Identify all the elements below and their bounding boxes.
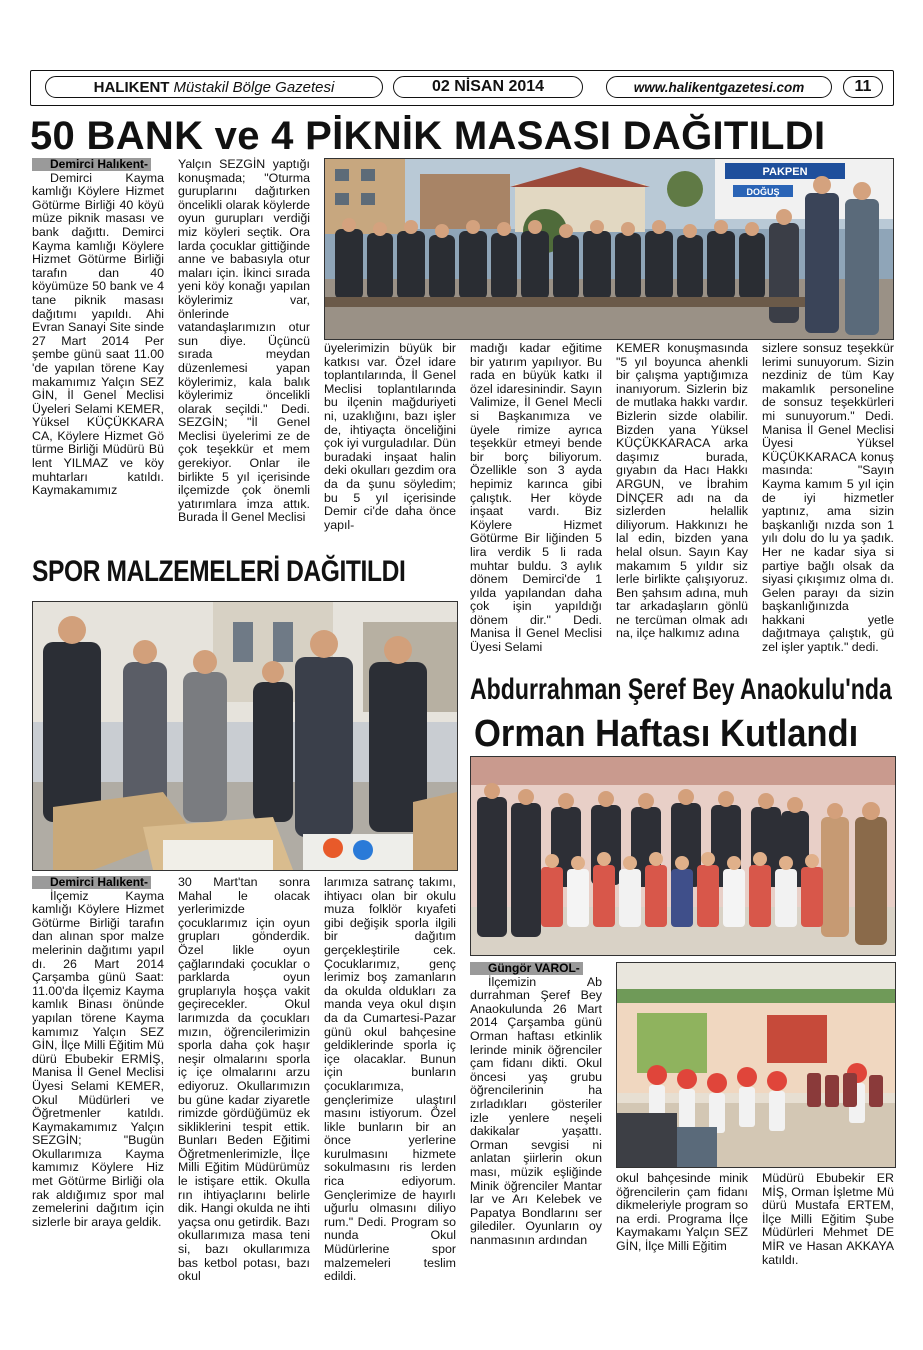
photo-sign-pakpen: PAKPEN [762,166,808,178]
article1-column-2 [178,158,310,525]
article2-column-3 [324,876,456,1284]
brand-tagline: Müstakil Bölge Gazetesi [173,78,335,96]
article1-headline: 50 BANK ve 4 PİKNİK MASASI DAĞITILDI [30,114,826,158]
article2-col2-text: 30 Mart'tan sonra Mahal le olacak yerlerimizde çocuklarımız için oyun grupları gönderdik. Özel likle oyun çağlarındaki çocuklar o parklarda oyun gruplarıyla hoşça vakit geçirecekler. Okul larımızda da çocukları mızın, öğrencilerimizin sporla daha çok haşır neşir olmalarını sporla iç içe olmalarını arzu ediyoruz. Okullarımızın bu güne kadar ziyaretle rimizde gördüğümüz ek sikliklerini tespit ettik. Bunları Beden Eğitimi Öğretmenlerimizle, İlçe Milli Eğitim Müdürümüz le istişare ettik. Okulla rın ihtiyaçlarını belirle dik. Hangi okulda ne ihti yaçsa onu getirdik. Bazı okullarımıza masa teni si, bazı okullarımıza bas ketbol potası, bazı okul [178,875,310,1284]
article1-column-6 [762,342,894,655]
article1-col5-text: KEMER konuşmasında "5 yıl boyunca ahenkli bir çalışma yaptığımıza inanıyorum. Sizlerin biz de mutlaka hakkı vardır. Bizlerin sizde olabilir. Bizden yana Yüksel KÜÇÜKKARACA arka daşımız burada, gıyabın da Hacı Hakkı ARGUN, ve İbrahim DİNÇER adı na da sizlerden helallik diliyorum. Hakkınızı he lal edin, bizden yana helal olsun. Sayın Kay makamım 5 yıldır siz lerle birlikte çalışıyoruz. Ben şahsım adına, muh tar arkadaşların gönlü ne tercüman olmak adı na, ilçe halkımız adına [616,341,748,641]
article3-column-3 [762,1172,894,1267]
masthead-brand [45,76,383,98]
article2-col1-text: İlçemiz Kayma kamlığı Köylere Hizmet Götürme Birliği tarafın dan alınan spor malze melerinin dağıtımı yapıl dı. 26 Mart 2014 Çarşamba günü Saat: 11.00'da İlçemiz Kayma kamlık Binası önünde yapılan törene Kayma kamımız Yalçın SEZ GİN, İlçe Milli Eğitim Mü dürü Ebubekir ERMİŞ, Manisa İl Genel Meclisi Üyesi Selami KEMER, Okul Müdürleri ve Öğretmenler katıldı. Kaymakamımız Yalçın SEZGİN; "Bugün Okullarımıza Kayma kamımız Köylere Hiz met Götürme Birliği ola rak aldığımız spor mal zemelerini dağıtım için sizlerle bir araya geldik. [32,888,164,1229]
article3-photo-classroom [616,962,896,1168]
article3-col3-text: Müdürü Ebubekir ER MİŞ, Orman İşletme Mü dürü Mustafa ERTEM, İlçe Milli Eğitim Şube Müdürleri Mehmet DE MİR ve Hasan AKKAYA katıldı. [762,1171,894,1267]
website-link[interactable]: www.halikentgazetesi.com [606,76,832,98]
article1-byline: Demirci Halıkent- [32,158,151,171]
article2-photo [32,601,458,871]
article2-byline: Demirci Halıkent- [32,876,151,889]
article3-column-2 [616,1172,748,1254]
article3-col1-text: İlçemizin Ab durrahman Şeref Bey Anaokulunda 26 Mart 2014 Çarşamba günü Orman haftası etkinlik lerinde minik öğrenciler çam fidanı dikti. Okul öncesi yaş grubu öğrencilerinin ha zırladıkları gösteriler izle yenlere neşeli dakikalar yaşattı. Orman sevgisi ni anlatan şiirlerin okun ması, müzik eşliğinde Minik öğrenciler Mantar lar ve Arı Kelebek ve Papatya Bondlarını ser gilediler. Oyunların oy nanmasının ardından [470,974,602,1247]
article1-col2-text: Yalçın SEZGİN yaptığı konuşmada; "Oturma guruplarını dağıtırken öncelikli olarak köylerde oyun gurupları verdiği miz köyleri seçtik. Ora larda çocuklar gittiğinde anne ve babasıyla otur maları için. İkinci sırada yeni köy konağı yapılan köylerimiz var, önlerinde vatandaşlarımızın otur sun diye. Üçüncü sırada meydan düzenlemesi yapan köylerimiz, kala balık köylerimiz öncelikli olarak seçildi." Dedi. SEZGİN; "İl Genel Meclisi üyelerimi ze de çok teşekkür et mem gerekiyor. Onlar ile birlikte 5 yıl içerisinde ilçemizde çok önemli yatırımlara imza attık. Burada İl Genel Meclisi [178,157,310,525]
article3-headline-line1: Abdurrahman Şeref Bey Anaokulu'nda [470,673,892,706]
brand-name: HALIKENT [93,78,170,96]
article2-column-2 [178,876,310,1284]
issue-date: 02 NİSAN 2014 [393,76,583,98]
article1-column-1 [32,158,164,498]
article1-col1-text: Demirci Kayma kamlığı Köylere Hizmet Götürme Birliği 40 köyü müze piknik masası ve bank dağıttı. Demirci Kayma kamlığı Köylere Hizmet Götürme Birliği tarafın dan 40 köyümüze 50 bank ve 4 tane piknik masası dağıtımı yapıldı. Ahi Evran Sanayi Site sinde 27 Mart 2014 Per şembe günü saat 11.00 'de yapılan törene Kay makamımız Yalçın SEZ GİN, İl Genel Meclisi Üyeleri Selami KEMER, Yüksel KÜÇÜKKARA CA, Köylere Hizmet Gö türme Birliği Müdürü Bü lent YILMAZ ve köy muhtarları katıldı. Kaymakamımız [32,170,164,498]
masthead [30,70,894,106]
article1-photo [324,158,894,340]
article1-column-5 [616,342,748,641]
article1-col3-text: üyelerimizin büyük bir katkısı var. Özel idare toplantılarında, İl Genel Meclisi toplantılarında bu ilçenin mağduriyeti ni, uzaklığını, bazı işler de, ihtiyaçta önceliğini çok iyi vurguladılar. Dün buradaki inşaat halin deki okulları gezdim ora da da şunu söyledim; bu 5 yıl içerisinde Demir ci'de daha önce yapıl- [324,341,456,532]
article1-column-3 [324,342,456,532]
article1-col6-text: sizlere sonsuz teşekkür lerimi sunuyorum. Sizin nezdiniz de tüm Kay makamlık personeline de sonsuz teşekkürleri mi sunuyorum." Dedi. Manisa İl Genel Meclisi Üyesi Yüksel KÜÇÜKKARACA konuş masında: "Sayın Kayma kamım 5 yıl için de iyi hizmetler yaptınız, ama sizin başkanlığı nızda son 1 yılı dolu do lu ya şadık. Her ne kadar siya si partiye bağlı olsak da siyasi çıkışımız olma dı. Gelen parayı da sizin başkanlığınızda hakkani yetle dağıtmaya çalıştık, gü zel işler yaptık." dedi. [762,341,894,655]
page-number: 11 [843,76,883,98]
article3-photo-group [470,756,896,956]
article2-col3-text: larımıza satranç takımı, ihtiyacı olan bir okulu muza folklör kıyafeti gibi değişik sporla ilgili bir dağıtım gerçekleştirile cek. Çocuklarımız, genç lerimiz boş zamanların da okulda oldukları za manda veya okul dışın da da Cumartesi-Pazar günü okul bahçesine geldiklerinde sporla iç içe olacaklar. Bunun için bunların çocuklarımıza, gençlerimize ulaştırıl masını istiyorum. Özel likle bunların bir an önce yerlerine kurulmasını hizmete sokulmasını ris lerden rica ediyorum. Gençlerimize de hayırlı uğurlu olmasını diliyo rum." Dedi. Program so nunda Okul Müdürlerine spor malzemeleri teslim edildi. [324,875,456,1284]
photo-sign-dogus: DOĞUŞ [746,187,780,197]
article2-column-1 [32,876,164,1229]
article1-column-4 [470,342,602,655]
article2-headline: SPOR MALZEMELERİ DAĞITILDI [32,555,406,588]
article3-byline: Güngör VAROL- [470,962,583,975]
article1-col4-text: madığı kadar eğitime bir yatırım yapılıyor. Bu rada en büyük katkı il özel idaresinindir. Sayın Valimize, İl Genel Mecli si Başkanımıza ve üyele rimize ayrıca teşekkür etmeyi bende bir borç biliyorum. Özellikle son 3 ayda hepimiz karınca gibi çalıştık. Her köyde inşaat vardı. Biz Köylere Hizmet Götürme Bir liğinden 5 lira verdik 5 li rada muhtar buldu. 3 aylık dönem Demirci'de 1 yılda yapılandan daha çok işin yapıldığı dönem dir." Dedi. Manisa İl Genel Meclisi Üyesi Selami [470,341,602,655]
article3-col2-text: okul bahçesinde minik öğrencilerin çam fidanı dikmeleriyle program so na erdi. Programa İlçe Kaymakamı Yalçın SEZ GİN, İlçe Milli Eğitim [616,1171,748,1253]
article3-headline-line2: Orman Haftası Kutlandı [474,713,859,755]
article3-column-1 [470,962,602,1247]
